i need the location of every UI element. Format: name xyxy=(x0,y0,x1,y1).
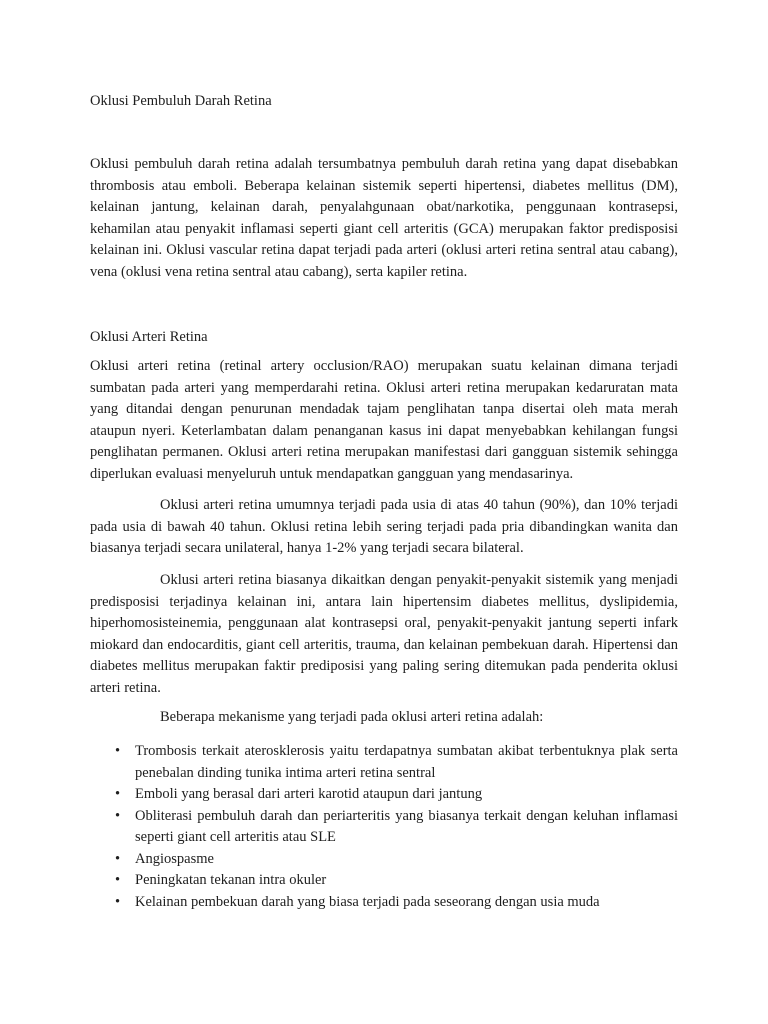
section-heading: Oklusi Arteri Retina xyxy=(90,329,208,345)
list-item-text: Emboli yang berasal dari arteri karotid ataupun dari jantung xyxy=(135,786,483,802)
paragraph-definition: Oklusi arteri retina (retinal artery occlusion/RAO) merupakan suatu kelainan dimana terjadi sumbatan pada arteri yang memperdarahi retina. Oklusi arteri retina merupakan kedaruratan mata yang ditandai dengan penurunan mendadak tajam penglihatan tanpa disertai oleh mata merah ataupun nyeri. Keterlambatan dalam penanganan kasus ini dapat menyebabkan kehilangan fungsi penglihatan permanen. Oklusi arteri retina merupakan manifestasi dari gangguan sistemik sehingga diperlukan evaluasi menyeluruh untuk mendapatkan gangguan yang mendasarinya. xyxy=(90,358,678,482)
list-item xyxy=(90,806,678,849)
bullet-icon: • xyxy=(115,786,121,802)
bullet-icon: • xyxy=(115,850,121,867)
paragraph-risk-factors: Oklusi arteri retina biasanya dikaitkan dengan penyakit-penyakit sistemik yang menjadi predisposisi terjadinya kelainan ini, antara lain hipertensim diabetes mellitus, dyslipidemia, hiperhomosisteinemia, penggunaan alat kontrasepsi oral, penyakit-penyakit jantung seperti infark miokard dan endocarditis, giant cell arteritis, trauma, dan kelainan pembekuan darah. Hipertensi dan diabetes mellitus merupakan faktir prediposisi yang paling sering ditemukan pada penderita oklusi arteri retina. xyxy=(90,572,678,696)
intro-paragraph: Oklusi pembuluh darah retina adalah tersumbatnya pembuluh darah retina yang dapat disebabkan thrombosis atau emboli. Beberapa kelainan sistemik seperti hipertensi, diabetes mellitus (DM), kelainan jantung, kelainan darah, penyalahgunaan obat/narkotika, penggunaan kontrasepsi, kehamilan atau penyakit inflamasi seperti giant cell arteritis (GCA) merupakan faktor predisposisi kelainan ini. Oklusi vascular retina dapat terjadi pada arteri (oklusi arteri retina sentral atau cabang), vena (oklusi vena retina sentral atau cabang), serta kapiler retina. xyxy=(90,156,678,280)
paragraph-epidemiology: Oklusi arteri retina umumnya terjadi pada usia di atas 40 tahun (90%), dan 10% terjadi pada usia di bawah 40 tahun. Oklusi retina lebih sering terjadi pada pria dibandingkan wanita dan biasanya terjadi secara unilateral, hanya 1-2% yang terjadi secara bilateral. xyxy=(90,497,678,556)
paragraph-mechanism-intro: Beberapa mekanisme yang terjadi pada oklusi arteri retina adalah: xyxy=(160,709,544,725)
list-item xyxy=(90,870,678,892)
bullet-icon: • xyxy=(115,743,121,759)
bullet-icon: • xyxy=(115,807,121,824)
list-item-text: Angiospasme xyxy=(135,850,214,867)
list-item xyxy=(90,892,678,914)
list-item xyxy=(90,741,678,784)
bullet-icon: • xyxy=(115,893,121,910)
list-item-text: Obliterasi pembuluh darah dan periarteritis yang biasanya terkait dengan keluhan inflamasi seperti giant cell arteritis atau SLE xyxy=(135,807,678,845)
bullet-icon: • xyxy=(115,872,121,888)
list-item xyxy=(90,849,678,871)
list-item xyxy=(90,784,678,806)
list-item-text: Trombosis terkait aterosklerosis yaitu terdapatnya sumbatan akibat terbentuknya plak serta penebalan dinding tunika intima arteri retina sentral xyxy=(135,743,678,781)
list-item-text: Peningkatan tekanan intra okuler xyxy=(135,872,327,888)
document-title: Oklusi Pembuluh Darah Retina xyxy=(90,93,272,109)
mechanism-list xyxy=(90,741,678,913)
list-item-text: Kelainan pembekuan darah yang biasa terjadi pada seseorang dengan usia muda xyxy=(135,893,600,910)
